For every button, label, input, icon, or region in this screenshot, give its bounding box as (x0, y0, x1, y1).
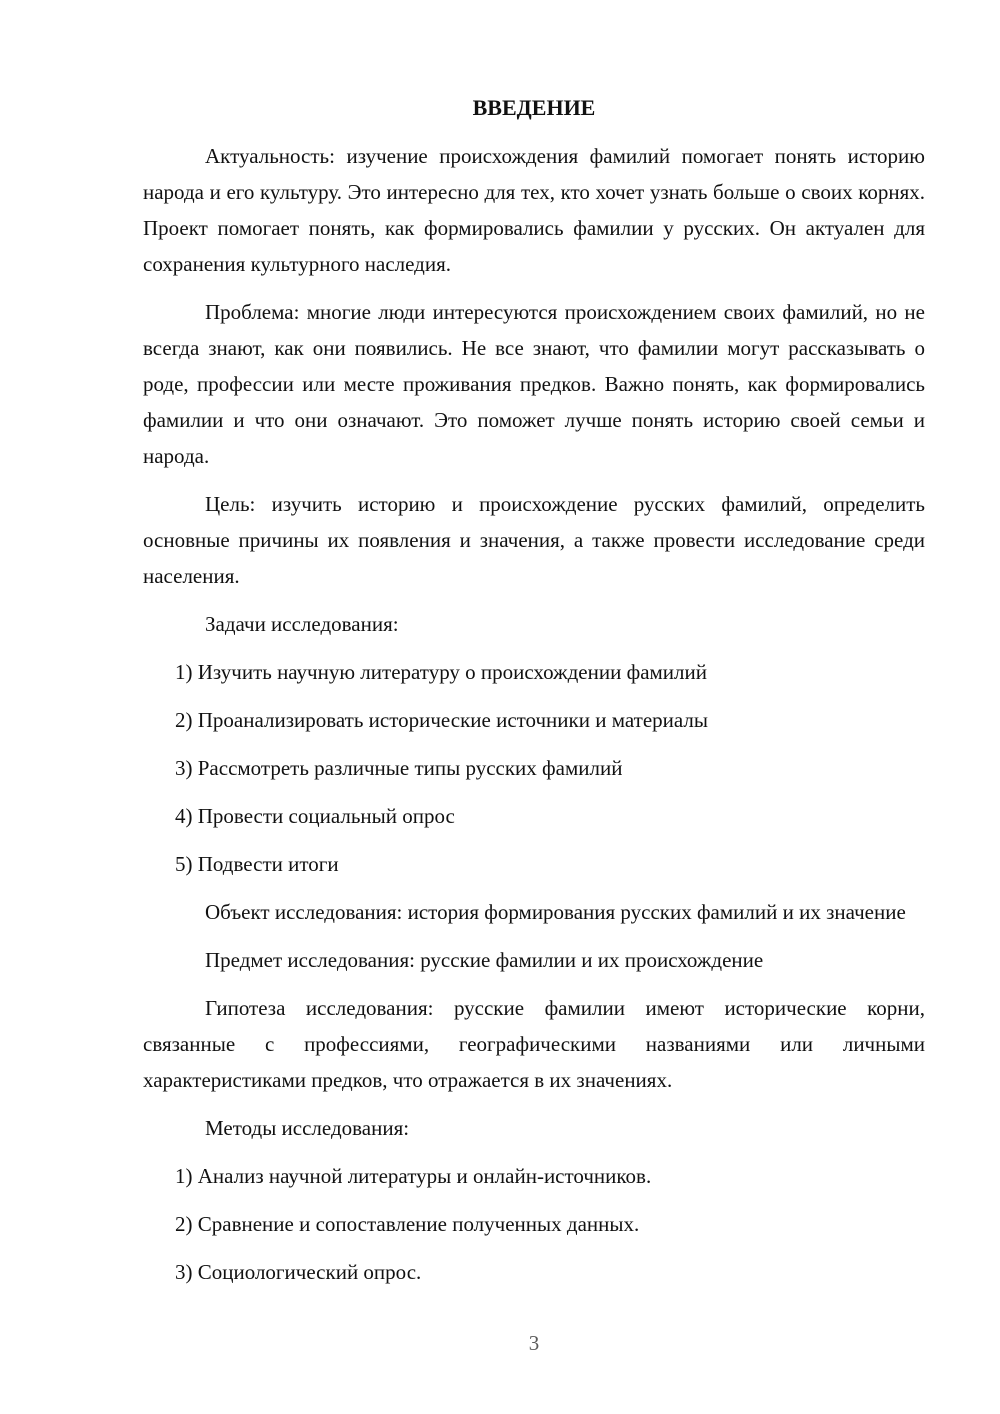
heading-tasks: Задачи исследования: (205, 612, 399, 636)
paragraph-relevance: Актуальность: изучение происхождения фамилий помогает понять историю народа и его культуру. Это интересно для тех, кто хочет узнать больше о своих корнях. Проект помогает понять, как формировались фамилии у русских. Он актуален для сохранения культурного наследия. (143, 144, 925, 276)
task-item-2: 2) Проанализировать исторические источники и материалы (175, 708, 708, 732)
method-item-3: 3) Социологический опрос. (175, 1260, 422, 1284)
paragraph-goal: Цель: изучить историю и происхождение русских фамилий, определить основные причины их появления и значения, а также провести исследование среди населения. (143, 492, 925, 588)
method-item-1: 1) Анализ научной литературы и онлайн-источников. (175, 1164, 652, 1188)
page-number: 3 (528, 1331, 540, 1355)
task-item-1: 1) Изучить научную литературу о происхождении фамилий (175, 660, 708, 684)
task-item-5: 5) Подвести итоги (175, 852, 339, 876)
paragraph-subject: Предмет исследования: русские фамилии и их происхождение (205, 948, 764, 972)
document-content (143, 90, 925, 1302)
task-item-4: 4) Провести социальный опрос (175, 804, 455, 828)
paragraph-problem: Проблема: многие люди интересуются происхождением своих фамилий, но не всегда знают, как они появились. Не все знают, что фамилии могут рассказывать о роде, профессии или месте проживания предков. Важно понять, как формировались фамилии и что они означают. Это поможет лучше понять историю своей семьи и народа. (143, 300, 925, 468)
task-item-3: 3) Рассмотреть различные типы русских фамилий (175, 756, 623, 780)
heading-methods: Методы исследования: (205, 1116, 410, 1140)
paragraph-hypothesis: Гипотеза исследования: русские фамилии имеют исторические корни, связанные с профессиями, географическими названиями или личными характеристиками предков, что отражается в их значениях. (143, 996, 925, 1092)
paragraph-object: Объект исследования: история формирования русских фамилий и их значение (205, 900, 906, 924)
method-item-2: 2) Сравнение и сопоставление полученных данных. (175, 1212, 640, 1236)
page-title: ВВЕДЕНИЕ (472, 95, 596, 120)
